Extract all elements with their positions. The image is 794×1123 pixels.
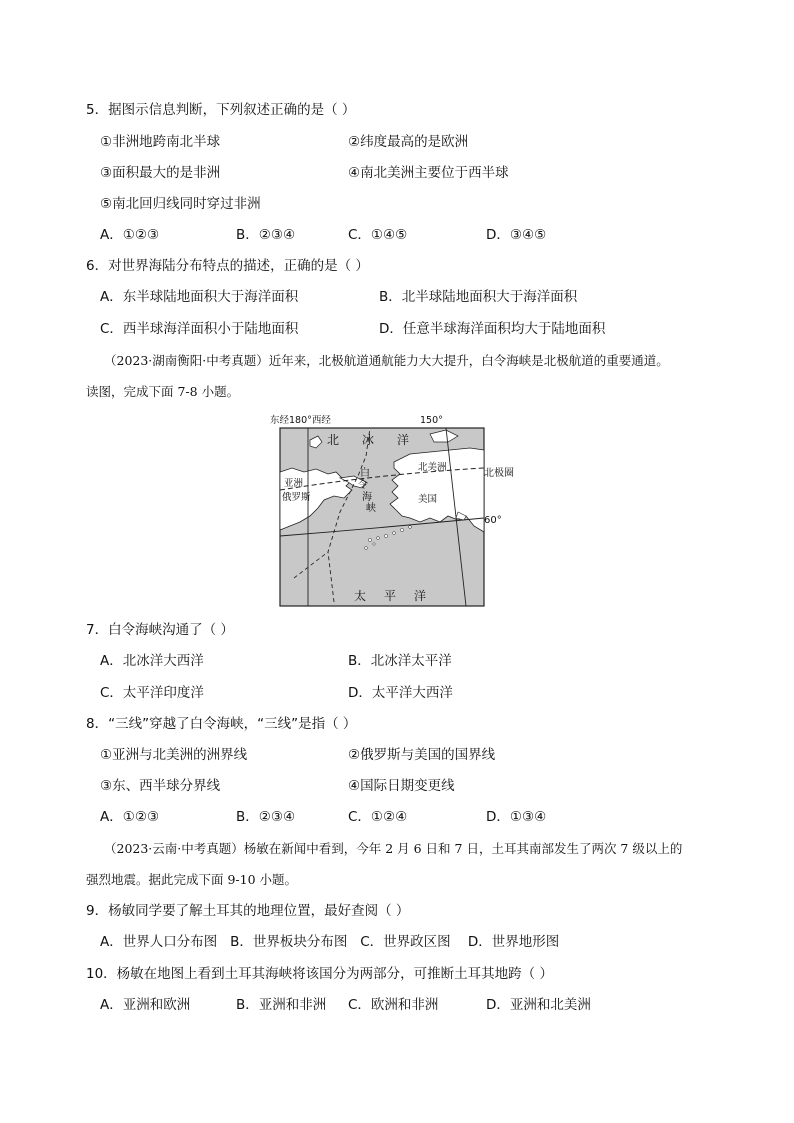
q8-statement-4: ④国际日期变更线 <box>348 778 455 794</box>
q10-option-a: A．亚洲和欧洲 <box>100 997 191 1013</box>
q6-option-d: D．任意半球海洋面积均大于陆地面积 <box>379 321 606 337</box>
q6-option-a: A．东半球陆地面积大于海洋面积 <box>100 289 299 305</box>
q6-option-c: C．西半球海洋面积小于陆地面积 <box>100 321 299 337</box>
q5-option-a: A．①②③ <box>100 227 160 243</box>
map-label-arctic-3: 洋 <box>397 433 410 447</box>
map-label-asia: 亚洲 <box>284 478 304 489</box>
map-label-pacific-2: 平 <box>384 589 397 603</box>
q10-stem: 10．杨敏在地图上看到土耳其海峡将该国分为两部分，可推断土耳其地跨（ ） <box>86 966 553 982</box>
map-label-strait-2: 令 <box>358 480 368 491</box>
map-label-lon180: 东经180°西经 <box>270 415 331 426</box>
q8-statement-3: ③东、西半球分界线 <box>100 778 221 794</box>
map-label-arctic-circle-outside: 北极圈 <box>484 468 514 479</box>
q8-option-d: D．①③④ <box>486 809 547 825</box>
q8-stem: 8．“三线”穿越了白令海峡，“三线”是指（ ） <box>86 716 357 732</box>
q10-option-c: C．欧洲和非洲 <box>348 997 439 1013</box>
q5-statement-4: ④南北美洲主要位于西半球 <box>348 165 509 181</box>
map-label-arctic-2: 冰 <box>362 433 375 447</box>
q8-statement-1: ①亚洲与北美洲的洲界线 <box>100 747 248 763</box>
map-label-pacific-1: 太 <box>354 589 367 603</box>
map-label-strait-1: 白 <box>360 468 370 479</box>
q7-option-a: A．北冰洋大西洋 <box>100 653 204 669</box>
map-label-strait-3: 海 <box>362 492 372 503</box>
map-label-lat60: 60° <box>484 515 502 526</box>
map-label-strait-4: 峡 <box>366 503 376 514</box>
q6-option-b: B．北半球陆地面积大于海洋面积 <box>379 289 578 305</box>
q5-statement-5: ⑤南北回归线同时穿过非洲 <box>100 196 261 212</box>
q5-option-c: C．①④⑤ <box>348 227 408 243</box>
map-label-lon150: 150° <box>420 415 443 426</box>
bering-strait-map <box>270 412 490 608</box>
map-label-russia: 俄罗斯 <box>282 492 311 503</box>
q8-option-b: B．②③④ <box>236 809 296 825</box>
q5-option-d: D．③④⑤ <box>486 227 547 243</box>
q8-statement-2: ②俄罗斯与美国的国界线 <box>348 747 496 763</box>
q6-stem: 6．对世界海陆分布特点的描述，正确的是（ ） <box>86 258 369 274</box>
q7-option-b: B．北冰洋太平洋 <box>348 653 452 669</box>
intro-9-10-line1: （2023·云南·中考真题）杨敏在新闻中看到，今年 2 月 6 日和 7 日，土耳其南部发生了两次 7 级以上的 <box>104 841 683 856</box>
q7-option-d: D．太平洋大西洋 <box>348 685 453 701</box>
q10-option-b: B．亚洲和非洲 <box>236 997 327 1013</box>
q5-statement-2: ②纬度最高的是欧洲 <box>348 134 469 150</box>
intro-7-8-line1: （2023·湖南衡阳·中考真题）近年来，北极航道通航能力大大提升，白令海峡是北极航道的重要通道。 <box>104 353 669 368</box>
q7-option-c: C．太平洋印度洋 <box>100 685 204 701</box>
q5-statement-1: ①非洲地跨南北半球 <box>100 134 221 150</box>
q5-option-b: B．②③④ <box>236 227 296 243</box>
q7-stem: 7．白令海峡沟通了（ ） <box>86 622 234 638</box>
map-label-pacific-3: 洋 <box>414 589 427 603</box>
q9-options: A．世界人口分布图 B．世界板块分布图 C．世界政区图 D．世界地形图 <box>100 934 560 950</box>
q5-statement-3: ③面积最大的是非洲 <box>100 165 221 181</box>
map-label-usa: 美国 <box>418 494 438 505</box>
q8-option-c: C．①②④ <box>348 809 408 825</box>
q8-option-a: A．①②③ <box>100 809 160 825</box>
intro-9-10-line2: 强烈地震。据此完成下面 9-10 小题。 <box>86 872 298 887</box>
q10-option-d: D．亚洲和北美洲 <box>486 997 591 1013</box>
q5-stem: 5．据图示信息判断，下列叙述正确的是（ ） <box>86 102 356 118</box>
intro-7-8-line2: 读图，完成下面 7-8 小题。 <box>86 384 240 399</box>
map-label-north-america: 北美洲 <box>418 462 447 473</box>
q9-stem: 9．杨敏同学要了解土耳其的地理位置，最好查阅（ ） <box>86 903 410 919</box>
map-label-arctic-1: 北 <box>327 433 340 447</box>
